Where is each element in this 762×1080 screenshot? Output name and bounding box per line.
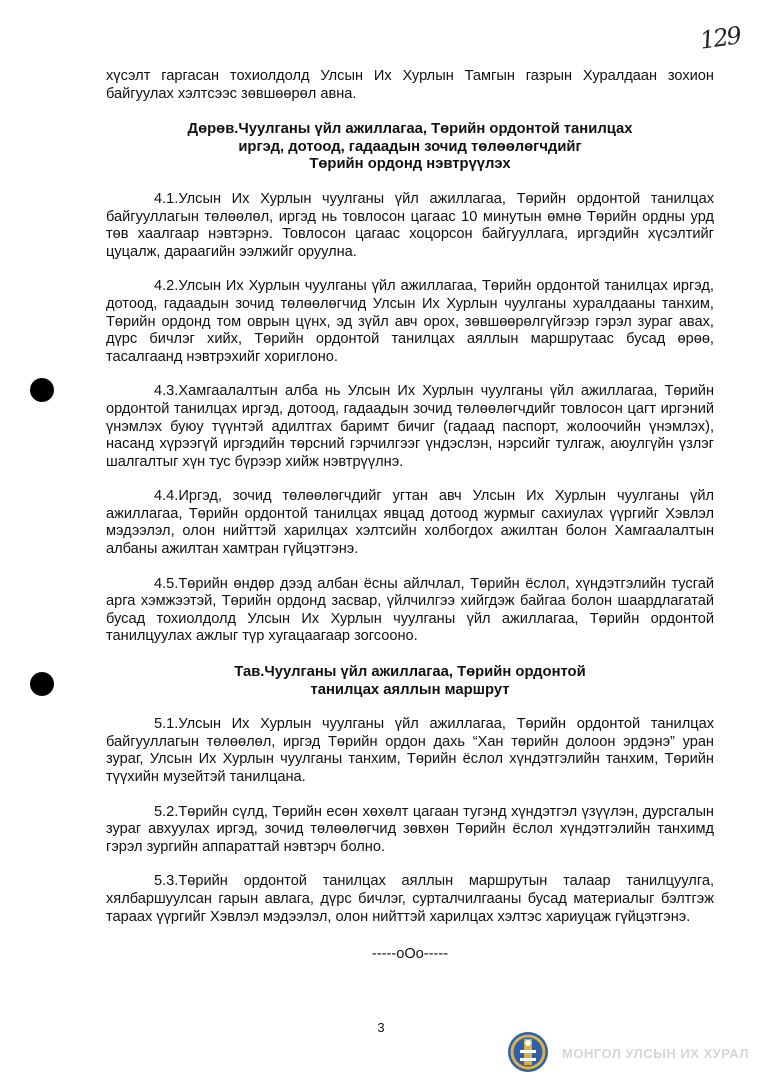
section-4-heading: [106, 121, 714, 174]
punch-hole-bottom: [30, 672, 54, 696]
paragraph-5-1: 5.1.Улсын Их Хурлын чуулганы үйл ажиллагаа, Төрийн ордонтой танилцах байгууллагын төлөөлөл, иргэд Төрийн ордон дахь “Хан төрийн долоон эрдэнэ” уран зураг, Улсын Их Хурлын чуулганы танхим, Төрийн ёслол хүндэтгэлийн танхим, Төрийн түүхийн музейтэй танилцана.: [106, 716, 714, 785]
paragraph-4-2: 4.2.Улсын Их Хурлын чуулганы үйл ажиллагаа, Төрийн ордонтой танилцах иргэд, дотоод, гадаадын зочид төлөөлөгчид Улсын Их Хурлын чуулганы хуралдааны танхим, Төрийн ордонд том оврын цүнх, эд зүйл авч орох, зөвшөөрөлгүйгээр гэрэл зураг авах, дүрс бичлэг хийх, Төрийн ордонтой танилцах аяллын маршрутаас бусад өрөө, тасалгаанд нэвтрэхийг хориглоно.: [106, 278, 714, 365]
paragraph-5-2: 5.2.Төрийн сүлд, Төрийн есөн хөхөлт цагаан тугэнд хүндэтгэл үзүүлэн, дурсгалын зураг авхуулах иргэд, зочид төлөөлөгчид зөвхөн Төрийн ёслол хүндэтгэлийн танхимд гэрэл зургийн аппараттай нэвтэрч болно.: [106, 803, 714, 855]
section-4-heading-line: Төрийн ордонд нэвтрүүлэх: [309, 156, 511, 173]
document-body: [106, 68, 714, 964]
section-5-heading: [106, 664, 714, 699]
handwritten-page-annotation: 129: [698, 21, 742, 55]
section-4-heading-line: иргэд, дотоод, гадаадын зочид төлөөлөгчдийг: [238, 138, 582, 155]
end-mark: -----oOo-----: [371, 946, 449, 963]
section-4-heading-line: Дөрөв.Чуулганы үйл ажиллагаа, Төрийн ордонтой танилцах: [187, 121, 633, 138]
page-number: 3: [377, 1020, 385, 1035]
paragraph-5-3: 5.3.Төрийн ордонтой танилцах аяллын маршрутын талаар танилцуулга, хялбаршуулсан гарын авлага, дүрс бичлэг, сурталчилгааны бусад материалыг бэлтгэж тараах үүргийг Хэвлэл мэдээлэл, олон нийттэй харилцах хэлтэс хариуцаж гүйцэтгэнэ.: [106, 873, 714, 925]
section-5-heading-line: Тав.Чуулганы үйл ажиллагаа, Төрийн ордонтой: [234, 664, 586, 681]
paragraph-4-4: 4.4.Иргэд, зочид төлөөлөгчдийг угтан авч Улсын Их Хурлын чуулганы үйл ажиллагаа, Төрийн ордонтой танилцах явцад дотоод журмыг сахиулах үүргийг Хэвлэл мэдээлэл, олон нийттэй харилцах хэлтсийн холбогдох ажилтан болон Хамгаалалтын албаны ажилтан хамтран гүйцэтгэнэ.: [106, 488, 714, 558]
intro-paragraph: хүсэлт гаргасан тохиолдолд Улсын Их Хурлын Тамгын газрын Хуралдаан зохион байгуулах хэлтсээс зөвшөөрөл авна.: [106, 68, 714, 102]
paragraph-4-3: 4.3.Хамгаалалтын алба нь Улсын Их Хурлын чуулганы үйл ажиллагаа, Төрийн ордонтой танилцах иргэд, дотоод, гадаадын зочид төлөөлөгчдийг товлосон цагт иргэний үнэмлэх буюу түүнтэй адилтгах баримт бичиг (гадаад паспорт, жолоочийн үнэмлэх), насанд хүрээгүй иргэдийн төрсний гэрчилгээг үндэслэн, нэрсийг тулгаж, аюулгүйн үзлэг шалгалтыг хүн тус бүрээр хийж нэвтрүүлнэ.: [106, 383, 714, 470]
punch-hole-top: [30, 378, 54, 402]
soyombo-emblem-icon: [504, 1030, 552, 1074]
paragraph-4-1: 4.1.Улсын Их Хурлын чуулганы үйл ажиллагаа, Төрийн ордонтой танилцах байгууллагын төлөөлөл, иргэд нь товлосон цагаас 10 минутын өмнө Төрийн ордны урд төв хаалгаар нэвтэрнэ. Товлосон цагаас хоцорсон байгууллага, иргэдийн хүсэлтийг цуцалж, дараагийн ээлжийг оруулна.: [106, 190, 714, 260]
section-5-heading-line: танилцах аяллын маршрут: [310, 681, 510, 698]
paragraph-4-5: 4.5.Төрийн өндөр дээд албан ёсны айлчлал, Төрийн ёслол, хүндэтгэлийн тусгай арга хэмжээтэй, Төрийн ордонд засвар, үйлчилгээ хийгдэж байгаа болон шаардлагатай бусад тохиолдолд Улсын Их Хурлын чуулганы үйл ажиллагаа, Төрийн ордонтой танилцуулах ажлыг түр хугацаагаар зогсооно.: [106, 575, 714, 645]
footer-watermark-text: МОНГОЛ УЛСЫН ИХ ХУРАЛ: [562, 1046, 749, 1061]
